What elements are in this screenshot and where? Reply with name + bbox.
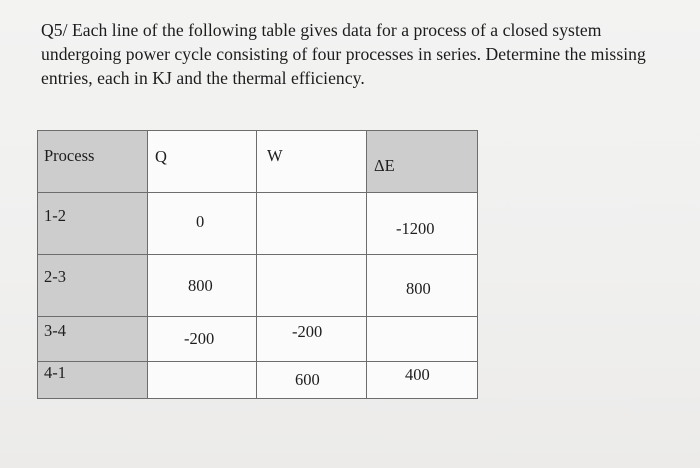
cell-process: 4-1 — [38, 362, 148, 399]
header-w: W — [257, 131, 367, 193]
cell-w — [257, 255, 367, 317]
cell-q — [148, 362, 257, 399]
table-row — [38, 317, 478, 362]
header-process: Process — [38, 131, 148, 193]
cell-q: -200 — [148, 317, 257, 362]
table-row — [38, 255, 478, 317]
cell-q: 800 — [148, 255, 257, 317]
question-text: Q5/ Each line of the following table gives data for a process of a closed system undergoing power cycle consisting of four processes in series. Determine the missing entries, each in KJ and the thermal efficiency. — [41, 20, 646, 88]
cell-delta-e: 400 — [367, 362, 478, 399]
cell-process: 2-3 — [38, 255, 148, 317]
cell-w: 600 — [257, 362, 367, 399]
table-row — [38, 193, 478, 255]
cell-process: 1-2 — [38, 193, 148, 255]
cell-w — [257, 193, 367, 255]
table-row — [38, 362, 478, 399]
table-header-row — [38, 131, 478, 193]
cycle-table — [37, 130, 477, 398]
cell-w: -200 — [257, 317, 367, 362]
cell-q: 0 — [148, 193, 257, 255]
header-delta-e: ΔE — [367, 131, 478, 193]
cell-delta-e: -1200 — [367, 193, 478, 255]
cell-process: 3-4 — [38, 317, 148, 362]
header-q: Q — [148, 131, 257, 193]
cell-delta-e — [367, 317, 478, 362]
cell-delta-e: 800 — [367, 255, 478, 317]
